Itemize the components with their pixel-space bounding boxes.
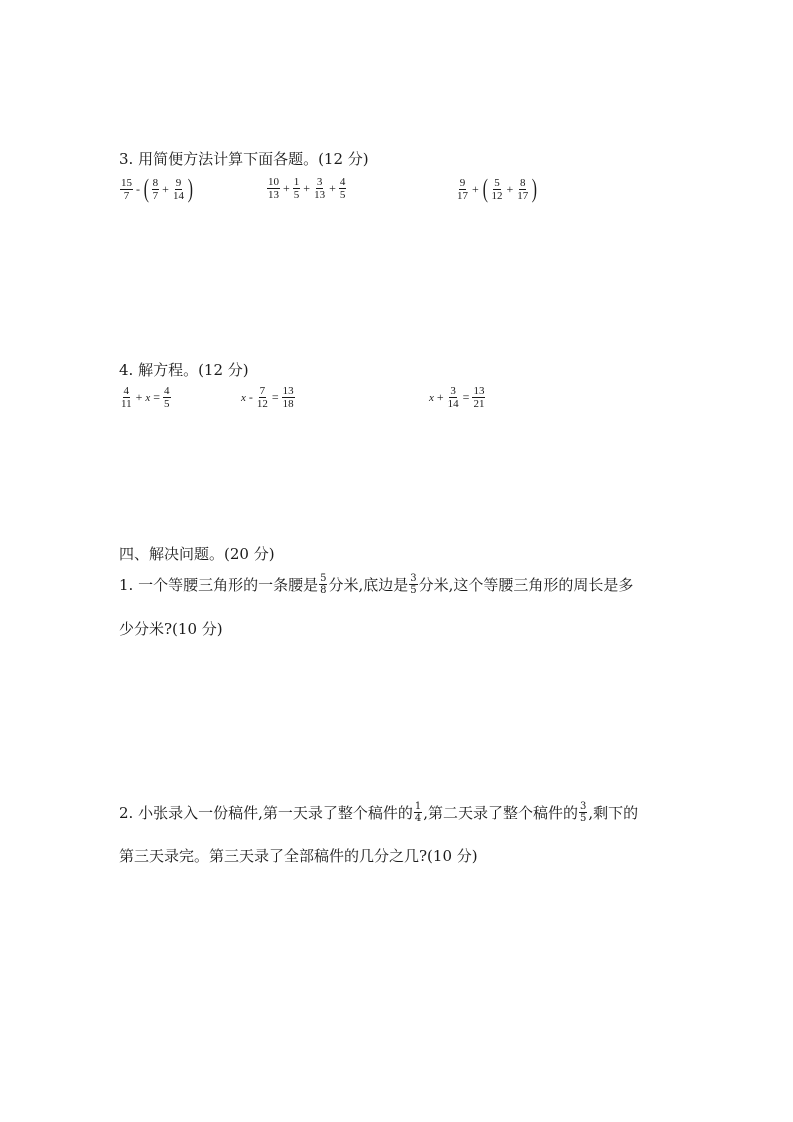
question-1-line-1 [119,574,633,598]
numerator: 9 [175,176,182,189]
fraction [490,177,503,202]
problem-3-2 [266,176,347,201]
denominator: 7 [152,189,159,202]
equation-4-3 [428,385,486,410]
fraction [313,176,326,201]
question-text: 1. 一个等腰三角形的一条腰是 [119,576,319,594]
denominator: 5 [410,584,417,596]
numerator: 4 [164,385,170,397]
denominator: 13 [268,189,279,201]
right-paren: ) [187,174,193,203]
inline-fraction [414,801,422,824]
operator: + [436,390,444,404]
fraction [172,177,185,202]
numerator: 8 [152,176,159,189]
question-text: ,第二天录了整个稿件的 [423,804,579,822]
fraction [163,385,171,410]
variable: x [429,391,434,404]
fraction [256,385,269,410]
denominator: 5 [580,812,587,824]
numerator: 13 [282,385,294,397]
fraction [152,177,160,202]
fraction [516,177,529,202]
question-2-line-1 [119,802,638,826]
fraction [120,177,133,202]
denominator: 5 [164,398,170,410]
operator: + [303,181,311,195]
equals-sign: = [462,390,470,404]
numerator: 3 [450,385,456,397]
numerator: 1 [293,176,300,188]
fraction [120,385,133,410]
fraction [456,177,469,202]
denominator: 12 [491,189,503,202]
denominator: 21 [473,398,485,410]
denominator: 14 [447,398,459,410]
question-text: 2. 小张录入一份稿件,第一天录了整个稿件的 [119,804,413,822]
denominator: 18 [282,398,294,410]
operator: + [283,181,290,195]
numerator: 13 [473,385,485,397]
equation-4-2 [240,385,296,410]
denominator: 4 [414,812,422,824]
numerator: 3 [580,800,587,812]
numerator: 4 [123,385,130,397]
denominator: 17 [457,189,468,202]
numerator: 3 [316,176,323,188]
equation-4-1 [119,385,172,410]
question-2-line-2: 第三天录完。第三天录了全部稿件的几分之几?(10 分) [119,847,478,865]
section-4-title: 4. 解方程。(12 分) [119,361,249,379]
question-1-line-2: 少分米?(10 分) [119,620,223,638]
question-text: ,剩下的 [588,804,639,822]
denominator: 5 [293,189,300,201]
operator: - [136,181,140,196]
numerator: 5 [494,176,500,189]
variable: x [145,391,151,404]
operator: - [248,390,253,404]
variable: x [241,391,246,404]
question-text: 分米,底边是 [328,576,409,594]
numerator: 9 [459,176,466,189]
numerator: 5 [320,572,327,584]
operator: + [135,390,143,404]
fraction [282,385,295,410]
numerator: 15 [121,176,132,189]
fraction [472,385,485,410]
denominator: 11 [121,398,132,410]
operator: + [162,181,169,196]
operator: + [506,181,514,196]
fraction [267,176,280,201]
numerator: 7 [259,385,266,397]
fraction [293,176,301,201]
fraction [339,176,347,201]
section-3-title: 3. 用简便方法计算下面各题。(12 分) [119,150,369,168]
part-4-heading: 四、解决问题。(20 分) [119,545,275,563]
numerator: 3 [410,572,417,584]
right-paren: ) [531,174,538,203]
question-text: 分米,这个等腰三角形的周长是多 [418,576,634,594]
denominator: 12 [256,398,268,410]
equals-sign: = [153,390,161,404]
numerator: 8 [519,176,526,189]
numerator: 1 [414,800,422,812]
denominator: 8 [320,584,327,596]
problem-3-1 [119,176,195,202]
fraction [447,385,460,410]
operator: + [329,181,336,195]
denominator: 17 [517,189,529,202]
inline-fraction [319,573,327,596]
equals-sign: = [271,390,279,404]
operator: + [472,181,479,196]
problem-3-3 [455,176,539,202]
numerator: 4 [339,176,346,188]
numerator: 10 [268,176,279,188]
left-paren: ( [143,174,149,203]
left-paren: ( [482,174,488,203]
inline-fraction [579,801,587,824]
denominator: 5 [339,189,346,201]
denominator: 7 [123,189,130,202]
denominator: 14 [172,189,184,202]
denominator: 13 [314,189,326,201]
inline-fraction [409,573,417,596]
